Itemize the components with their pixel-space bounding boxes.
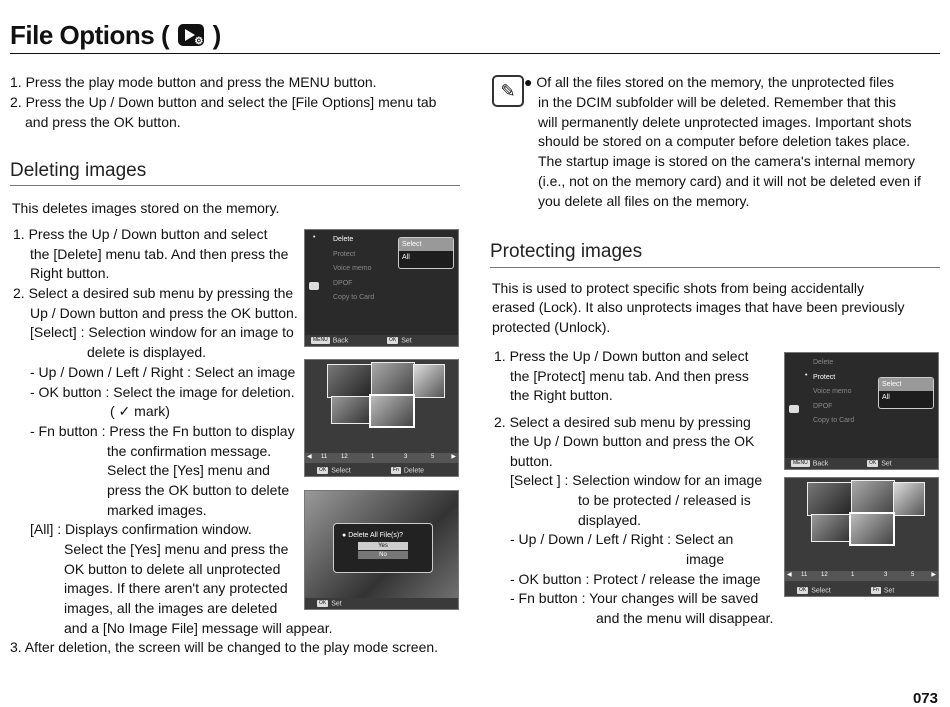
note-icon: ✎ (492, 75, 524, 107)
del-line: Select the [Yes] menu and press the (64, 541, 289, 557)
del-line: and a [No Image File] message will appear. (64, 620, 333, 636)
note-line: should be stored on a computer before deletion takes place. (538, 133, 911, 149)
info-icon: ● (342, 532, 349, 539)
del-line: images. If there aren't any protected (64, 580, 288, 596)
screen-bottom-bar (785, 458, 938, 469)
prot-line: the Right button. (510, 387, 613, 403)
set-label: Set (881, 460, 892, 468)
protecting-rule (490, 267, 940, 268)
prot-line: the [Protect] menu tab. And then press (510, 368, 749, 384)
sub-option-all: All (402, 254, 410, 261)
ok-tag: OK (389, 337, 397, 343)
menu-item-dpof: DPOF (333, 280, 353, 287)
prot-line: and the menu will disappear. (596, 610, 774, 626)
note-line: The startup image is stored on the camera's internal memory (538, 153, 915, 169)
note-line: in the DCIM subfolder will be deleted. Remember that this (538, 94, 896, 110)
protect-select-screenshot (784, 477, 939, 597)
menu-item-copy: Copy to Card (333, 294, 375, 301)
menu-item-protect: Protect (813, 374, 836, 381)
prot-line: 2. Select a desired sub menu by pressing (494, 414, 751, 430)
del-line: ( ✓ mark) (110, 403, 170, 419)
strip-num: 12 (341, 454, 348, 460)
strip-num: 11 (801, 572, 808, 578)
ok-tag: OK (869, 460, 877, 466)
file-options-icon (178, 24, 204, 46)
fn-tag: Fn (873, 587, 879, 593)
del-line: 1. Press the Up / Down button and select (13, 226, 268, 242)
menu-item-voice-memo: Voice memo (333, 265, 372, 272)
strip-num: 3 (884, 572, 888, 578)
del-line: images, all the images are deleted (64, 600, 278, 616)
photo-thumb (807, 482, 853, 516)
left-arrow-icon: ◀ (787, 572, 792, 578)
set-label: Set (331, 600, 342, 608)
del-line: Select the [Yes] menu and (107, 462, 270, 478)
ok-tag: OK (319, 467, 327, 473)
prot-desc: This is used to protect specific shots from being accidentally (492, 280, 864, 296)
del-line: the confirmation message. (107, 443, 272, 459)
select-label: Select (331, 467, 351, 475)
confirm-dialog (333, 523, 433, 573)
del-line: the [Delete] menu tab. And then press the (30, 246, 289, 262)
thumb-strip (785, 571, 938, 581)
play-tab-icon (789, 405, 799, 413)
selected-photo-thumb (369, 394, 415, 428)
menu-item-delete: Delete (333, 236, 354, 243)
photo-thumb (811, 514, 851, 542)
del-line: 3. After deletion, the screen will be changed to the play mode screen. (10, 639, 439, 655)
sub-option-select: Select (879, 378, 933, 391)
prot-line: - Fn button : Your changes will be saved (510, 590, 759, 606)
screen-bottom-bar (305, 335, 458, 346)
set-label: Set (401, 337, 412, 345)
ok-tag: OK (319, 600, 327, 606)
del-line: - OK button : Select the image for deletion. (30, 384, 295, 400)
delete-select-screenshot (304, 359, 459, 477)
prot-line: - OK button : Protect / release the image (510, 571, 761, 587)
del-line: Up / Down button and press the OK button. (30, 305, 298, 321)
menu-item-copy: Copy to Card (813, 417, 855, 424)
delete-menu-screenshot (304, 229, 459, 347)
intro-step-2-cont: and press the OK button. (25, 114, 181, 130)
delete-all-dialog-screenshot (304, 490, 459, 610)
menu-item-voice-memo: Voice memo (813, 388, 852, 395)
select-label: Select (811, 587, 831, 595)
prot-line: [Select ] : Selection window for an image (510, 472, 763, 488)
del-line: delete is displayed. (87, 344, 207, 360)
strip-num: 1 (851, 572, 855, 578)
photo-thumb (327, 364, 373, 398)
del-line: - Fn button : Press the Fn button to display (30, 423, 295, 439)
del-line: OK button to delete all unprotected (64, 561, 281, 577)
strip-num: 12 (821, 572, 828, 578)
page-number: 073 (912, 690, 938, 707)
dialog-title: ● Delete All File(s)? (342, 532, 404, 539)
strip-num: 3 (404, 454, 408, 460)
protect-menu-screenshot (784, 352, 939, 470)
note-line: will permanently delete unprotected images. Important shots (538, 114, 912, 130)
back-label: Back (332, 337, 349, 345)
strip-num: 11 (321, 454, 328, 460)
title-rule (10, 53, 940, 54)
note-line: you delete all files on the memory. (538, 193, 750, 209)
play-tab-icon (309, 282, 319, 290)
right-arrow-icon: ▶ (451, 454, 456, 460)
menu-item-dpof: DPOF (813, 403, 833, 410)
strip-num: 5 (911, 572, 915, 578)
del-line: [Select] : Selection window for an image to (30, 324, 294, 340)
photo-thumb (851, 480, 895, 514)
thumb-strip (305, 453, 458, 463)
photo-thumb (413, 364, 445, 398)
submenu-box (398, 237, 454, 269)
title-text: File Options ( (10, 20, 170, 50)
screen-bottom-bar (305, 598, 458, 609)
intro-step-2: 2. Press the Up / Down button and select the [File Options] menu tab (10, 94, 437, 110)
photo-thumb (371, 362, 415, 396)
sub-option-all: All (882, 394, 890, 401)
del-line: press the OK button to delete (107, 482, 290, 498)
sub-option-select: Select (399, 238, 453, 251)
del-line: [All] : Displays confirmation window. (30, 521, 252, 537)
del-line: - Up / Down / Left / Right : Select an image (30, 364, 296, 380)
prot-line: the Up / Down button and press the OK (510, 433, 755, 449)
prot-line: displayed. (578, 512, 642, 528)
protecting-heading: Protecting images (490, 241, 643, 262)
deleting-desc: This deletes images stored on the memory. (12, 200, 280, 216)
menu-bullet: • (805, 372, 808, 379)
intro-step-1: 1. Press the play mode button and press the MENU button. (10, 74, 377, 90)
screen-bottom-bar (305, 465, 458, 476)
prot-desc: protected (Unlock). (492, 319, 611, 335)
del-line: Right button. (30, 265, 110, 281)
selected-photo-thumb (849, 512, 895, 546)
menu-item-delete: Delete (813, 359, 834, 366)
right-arrow-icon: ▶ (931, 572, 936, 578)
screen-bottom-bar (785, 585, 938, 596)
strip-num: 5 (431, 454, 435, 460)
menu-item-protect: Protect (333, 251, 356, 258)
prot-desc: erased (Lock). It also unprotects images that have been previously (492, 299, 905, 315)
yes-option: Yes (358, 542, 408, 550)
menu-bullet: • (313, 234, 316, 241)
set-label: Set (883, 587, 895, 595)
no-option: No (358, 551, 408, 559)
fn-tag: Fn (393, 467, 399, 473)
prot-line: 1. Press the Up / Down button and select (494, 348, 749, 364)
deleting-rule (10, 185, 460, 186)
prot-line: image (686, 551, 725, 567)
del-line: marked images. (107, 502, 207, 518)
submenu-box (878, 377, 934, 409)
photo-thumb (331, 396, 371, 424)
left-arrow-icon: ◀ (307, 454, 312, 460)
note-line: ● Of all the files stored on the memory, the unprotected files (524, 74, 895, 90)
menu-tag: MENU (793, 460, 808, 466)
title-text-end: ) (212, 20, 221, 50)
prot-line: to be protected / released is (578, 492, 751, 508)
back-label: Back (812, 460, 829, 468)
deleting-heading: Deleting images (10, 160, 147, 181)
prot-line: - Up / Down / Left / Right : Select an (510, 531, 734, 547)
prot-line: button. (510, 453, 553, 469)
delete-label: Delete (403, 467, 425, 475)
photo-thumb (893, 482, 925, 516)
del-line: 2. Select a desired sub menu by pressing the (13, 285, 294, 301)
note-line: (i.e., not on the memory card) and it will not be deleted even if (538, 173, 921, 189)
strip-num: 1 (371, 454, 375, 460)
menu-tag: MENU (313, 337, 328, 343)
page-title (10, 20, 221, 51)
ok-tag: OK (799, 587, 807, 593)
